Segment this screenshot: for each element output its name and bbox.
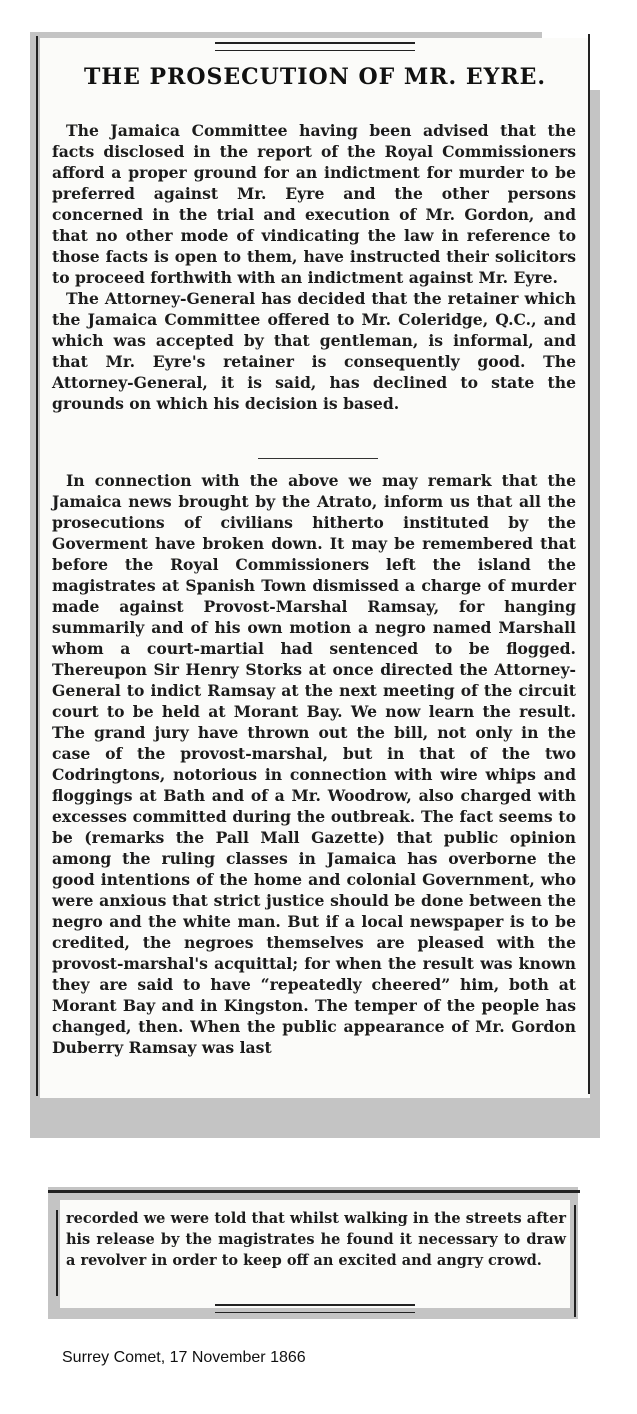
paragraph-1: The Jamaica Committee having been advised that the facts disclosed in the report of the Royal Commissioners afford a proper ground for an indictment for murder to be preferred against Mr. Eyre and the other persons concerned in the trial and execution of Mr. Gordon, and that no other mode of vindicating the law in reference to those facts is open to them, have instructed their solicitors to proceed forthwith with an indictment against Mr. Eyre. [52, 121, 576, 287]
section-divider [258, 458, 378, 459]
continuation-paragraph: recorded we were told that whilst walking in the streets after his release by the magistrates he found it necessary to draw a revolver in order to keep off an excited and angry crowd. [66, 1210, 566, 1269]
bottom-top-rule [48, 1190, 580, 1193]
top-double-rule-2 [215, 50, 415, 51]
bottom-double-rule-1 [215, 1304, 415, 1306]
article-body [52, 120, 576, 414]
left-column-rule [36, 36, 38, 1096]
paragraph-2: The Attorney-General has decided that the retainer which the Jamaica Committee offered to Mr. Coleridge, Q.C., and which was accepted by that gentleman, is informal, and that Mr. Eyre's retainer is consequently good. The Attorney-General, it is said, has declined to state the grounds on which his decision is based. [52, 289, 576, 413]
top-double-rule-1 [215, 42, 415, 44]
bottom-right-rule [574, 1205, 576, 1317]
source-caption: Surrey Comet, 17 November 1866 [62, 1349, 306, 1366]
article-body-continued [52, 470, 576, 1058]
right-column-rule [588, 34, 590, 1094]
paragraph-3: In connection with the above we may remark that the Jamaica news brought by the Atrato, inform us that all the prosecutions of civilians hitherto instituted by the Goverment have broken down. It may be remembered that before the Royal Commissioners left the island the magistrates at Spanish Town dismissed a charge of murder made against Provost-Marshal Ramsay, for hanging summarily and of his own motion a negro named Marshall whom a court-martial had sentenced to be flogged. Thereupon Sir Henry Storks at once directed the Attorney-General to indict Ramsay at the next meeting of the circuit court to be held at Morant Bay. We now learn the result. The grand jury have thrown out the bill, not only in the case of the provost-marshal, but in that of the two Codringtons, notorious in connection with wire whips and floggings at Bath and of a Mr. Woodrow, also charged with excesses committed during the outbreak. The fact seems to be (remarks the Pall Mall Gazette) that public opinion among the ruling classes in Jamaica has overborne the good intentions of the home and colonial Government, who were anxious that strict justice should be done between the negro and the white man. But if a local newspaper is to be credited, the negroes themselves are pleased with the provost-marshal's acquittal; for when the result was known they are said to have “repeatedly cheered” him, both at Morant Bay and in Kingston. The temper of the people has changed, then. When the public appearance of Mr. Gordon Duberry Ramsay was last [52, 471, 576, 1057]
bottom-double-rule-2 [215, 1312, 415, 1313]
article-headline: THE PROSECUTION OF MR. EYRE. [83, 64, 547, 90]
continuation-text-block [66, 1208, 566, 1271]
bottom-left-rule [56, 1210, 58, 1296]
